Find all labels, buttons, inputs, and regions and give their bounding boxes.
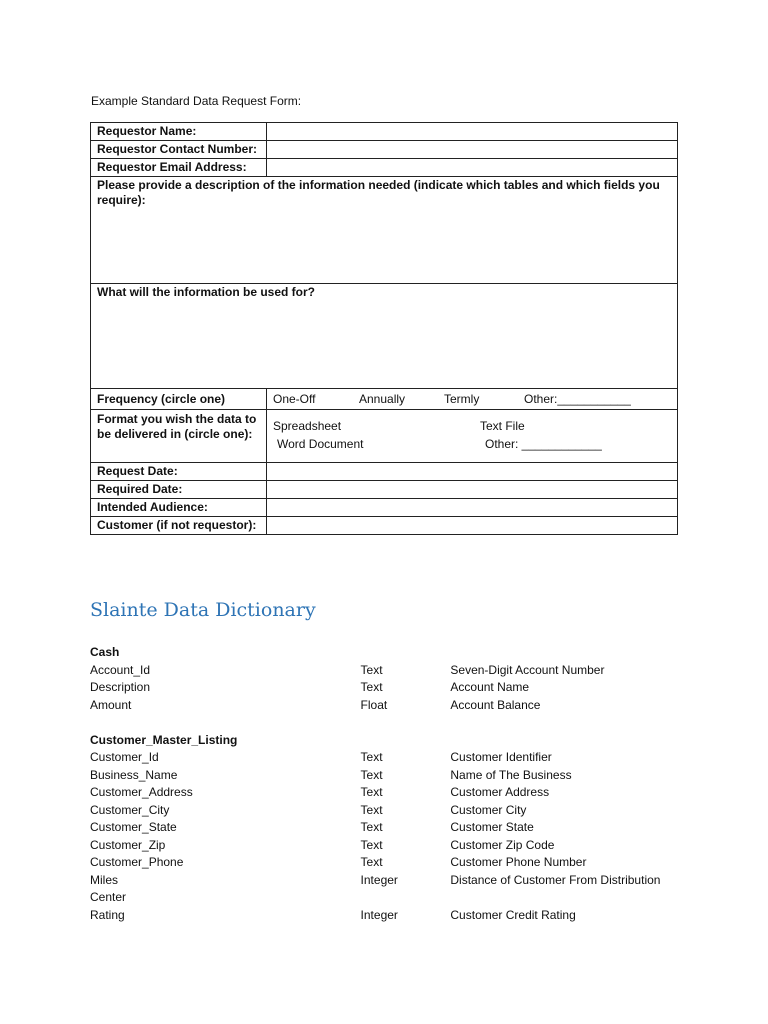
frequency-option-termly[interactable]: Termly bbox=[444, 391, 480, 406]
table-row bbox=[90, 767, 690, 785]
field-description: Account Balance bbox=[450, 697, 541, 712]
requestor-name-field[interactable] bbox=[267, 123, 678, 141]
table-row bbox=[90, 819, 690, 837]
data-dictionary bbox=[90, 644, 690, 924]
field-description: Customer Credit Rating bbox=[450, 907, 576, 922]
required-date-field[interactable] bbox=[267, 481, 678, 499]
field-name: Miles bbox=[90, 872, 119, 887]
table-row bbox=[90, 889, 690, 907]
required-date-label: Required Date: bbox=[91, 481, 267, 499]
data-request-form bbox=[90, 122, 678, 535]
field-type: Float bbox=[360, 697, 388, 712]
field-name: Business_Name bbox=[90, 767, 178, 782]
format-options bbox=[267, 410, 678, 463]
field-type: Text bbox=[360, 820, 383, 834]
format-option-spreadsheet[interactable]: Spreadsheet bbox=[273, 419, 342, 433]
form-intro: Example Standard Data Request Form: bbox=[91, 94, 302, 108]
frequency-option-annually[interactable]: Annually bbox=[359, 391, 406, 406]
field-name: Account_Id bbox=[90, 662, 151, 677]
field-type bbox=[361, 889, 451, 907]
frequency-option-other[interactable]: Other:___________ bbox=[524, 391, 631, 406]
field-description: Customer City bbox=[450, 802, 527, 817]
contact-number-field[interactable] bbox=[267, 141, 678, 159]
frequency-option-one-off[interactable]: One-Off bbox=[273, 391, 316, 406]
field-type: Text bbox=[360, 785, 383, 799]
field-type: Text bbox=[360, 750, 383, 764]
table-name-customer-master-listing: Customer_Master_Listing bbox=[90, 732, 238, 747]
description-label: Please provide a description of the information needed (indicate which tables and which fields you require): bbox=[97, 178, 660, 207]
field-description: Customer Identifier bbox=[450, 750, 552, 764]
field-type: Text bbox=[360, 767, 383, 782]
audience-field[interactable] bbox=[267, 499, 678, 517]
field-description: Seven-Digit Account Number bbox=[450, 662, 605, 677]
requestor-name-label: Requestor Name: bbox=[91, 123, 267, 141]
table-row bbox=[90, 749, 690, 767]
field-description: Customer Phone Number bbox=[450, 855, 587, 869]
field-description: Customer Address bbox=[450, 785, 550, 799]
request-date-label: Request Date: bbox=[91, 463, 267, 481]
table-row bbox=[90, 697, 690, 715]
field-type: Text bbox=[360, 680, 383, 694]
format-option-other[interactable]: Other: ____________ bbox=[485, 437, 602, 451]
table-name-cash: Cash bbox=[90, 645, 120, 659]
request-date-field[interactable] bbox=[267, 463, 678, 481]
field-name: Customer_Address bbox=[90, 785, 193, 799]
spacer bbox=[90, 714, 690, 732]
table-row bbox=[90, 854, 690, 872]
format-label: Format you wish the data to be delivered in (circle one): bbox=[91, 410, 267, 463]
dictionary-title: Slainte Data Dictionary bbox=[90, 599, 316, 621]
frequency-options bbox=[267, 389, 678, 410]
field-name: Center bbox=[90, 890, 127, 904]
email-field[interactable] bbox=[267, 159, 678, 177]
field-description: Distance of Customer From Distribution bbox=[450, 872, 661, 887]
field-type: Text bbox=[360, 837, 383, 852]
field-name: Customer_State bbox=[90, 820, 177, 834]
contact-number-label: Requestor Contact Number: bbox=[91, 141, 267, 159]
format-option-text-file[interactable]: Text File bbox=[480, 419, 525, 433]
field-name: Customer_Phone bbox=[90, 855, 184, 869]
usage-cell[interactable] bbox=[91, 284, 678, 389]
format-option-word-document[interactable]: Word Document bbox=[277, 437, 364, 451]
table-row bbox=[90, 662, 690, 680]
table-row bbox=[90, 802, 690, 820]
customer-label: Customer (if not requestor): bbox=[91, 517, 267, 535]
field-type: Integer bbox=[360, 872, 398, 887]
email-label: Requestor Email Address: bbox=[91, 159, 267, 177]
field-type: Text bbox=[360, 802, 383, 817]
field-name: Rating bbox=[90, 907, 125, 922]
table-row bbox=[90, 679, 690, 697]
field-description: Account Name bbox=[450, 680, 530, 694]
table-row bbox=[90, 784, 690, 802]
field-description: Customer State bbox=[450, 820, 534, 834]
field-name: Customer_City bbox=[90, 802, 170, 817]
field-type: Integer bbox=[360, 907, 398, 922]
field-description: Customer Zip Code bbox=[450, 837, 555, 852]
frequency-label: Frequency (circle one) bbox=[91, 389, 267, 410]
field-description: Name of The Business bbox=[450, 767, 572, 782]
field-description bbox=[450, 889, 690, 907]
field-type: Text bbox=[360, 855, 383, 869]
field-name: Description bbox=[90, 680, 151, 694]
table-row bbox=[90, 837, 690, 855]
field-type: Text bbox=[360, 662, 383, 677]
audience-label: Intended Audience: bbox=[91, 499, 267, 517]
table-row bbox=[90, 907, 690, 925]
table-row bbox=[90, 872, 690, 890]
description-cell[interactable] bbox=[91, 177, 678, 284]
field-name: Amount bbox=[90, 697, 132, 712]
usage-label: What will the information be used for? bbox=[97, 285, 315, 299]
field-name: Customer_Zip bbox=[90, 837, 166, 852]
customer-field[interactable] bbox=[267, 517, 678, 535]
field-name: Customer_Id bbox=[90, 750, 159, 764]
